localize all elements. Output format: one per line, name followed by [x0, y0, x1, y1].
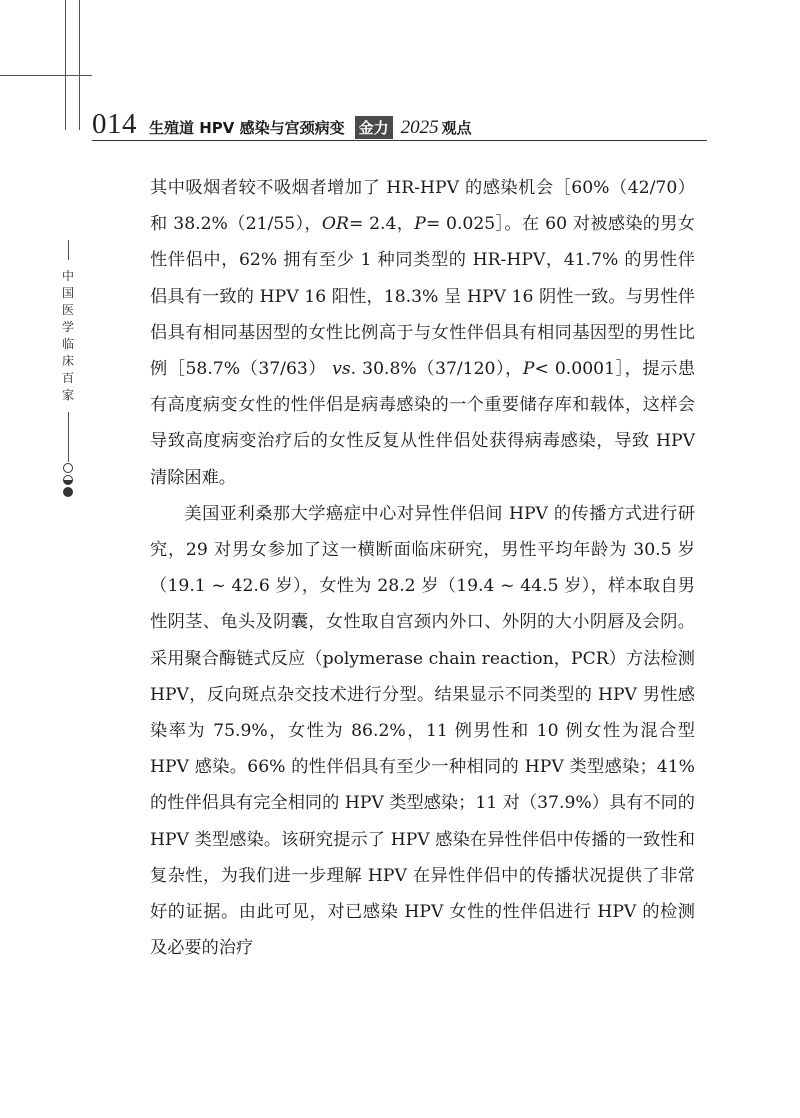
series-suffix: 观点 — [441, 119, 472, 137]
or-symbol: OR — [321, 214, 349, 235]
crop-mark-vertical-left — [65, 0, 66, 130]
text-run: < 0.0001］，提示患有高度病变女性的性伴侣是病毒感染的一个重要储存库和载体，这样会导致高度病变治疗后的女性反复从性伴侣处获得病毒感染，导致 HPV 清除困难。 — [150, 359, 696, 488]
crop-mark-horizontal — [0, 75, 92, 76]
text-run: 30.8%（37/120）， — [362, 359, 523, 380]
vs-symbol: vs. — [332, 359, 357, 380]
text-run: = 2.4， — [348, 214, 415, 235]
series-badge: 金力 — [355, 116, 393, 139]
running-header — [92, 108, 472, 144]
filled-circle-icon — [63, 487, 73, 497]
body-text — [150, 170, 695, 966]
text-run: = 0.025］。在 60 对被感染的男女性伴侣中，62% 拥有至少 1 种同类型的 HR-HPV，41.7% 的男性伴侣具有一致的 HPV 16 阳性，18.3% 呈 HPV 16 阴性一致。与男性伴侣具有相同基因型的女性比例高于与女性伴侣具有相同基因型的男性比例［58.7%（37/63） — [150, 214, 695, 380]
p-symbol: P — [414, 214, 426, 235]
sidebar-series-label — [58, 240, 78, 498]
book-title: 生殖道 HPV 感染与宫颈病变 — [149, 119, 345, 137]
sidebar-line-bottom — [68, 412, 69, 462]
paragraph: 美国亚利桑那大学癌症中心对异性伴侣间 HPV 的传播方式进行研究，29 对男女参加了这一横断面临床研究，男性平均年龄为 30.5 岁（19.1 ~ 42.6 岁），女性为 28.2 岁（19.4 ~ 44.5 岁），样本取自男性阴茎、龟头及阴囊，女性取自宫颈内外口、外阴的大小阴唇及会阴。采用聚合酶链式反应（polymerase chain reaction，PCR）方法检测 HPV，反向斑点杂交技术进行分型。结果显示不同类型的 HPV 男性感染率为 75.9%，女性为 86.2%，11 例男性和 10 例女性为混合型 HPV 感染。66% 的性伴侣具有至少一种相同的 HPV 类型感染；41% 的性伴侣具有完全相同的 HPV 类型感染；11 对（37.9%）具有不同的 HPV 类型感染。该研究提示了 HPV 感染在异性伴侣中传播的一致性和复杂性，为我们进一步理解 HPV 在异性伴侣中的传播状况提供了非常好的证据。由此可见，对已感染 HPV 女性的性伴侣进行 HPV 的检测及必要的治疗 — [150, 503, 695, 959]
half-circle-icon — [63, 475, 73, 485]
sidebar-text: 中国医学临床百家 — [61, 269, 74, 402]
header-rule — [92, 140, 707, 141]
series-year: 2025 — [400, 117, 439, 138]
empty-circle-icon — [63, 463, 73, 473]
page-number: 014 — [92, 108, 137, 140]
sidebar-line-top — [68, 240, 69, 260]
crop-mark-vertical-right — [79, 0, 80, 130]
p-symbol: P — [522, 359, 535, 380]
text-run: 其中吸烟者较不吸烟者增加了 HR-HPV 的感染机会［60%（42/70）和 38.2%（21/55）， — [150, 178, 695, 235]
paragraph — [150, 170, 695, 496]
